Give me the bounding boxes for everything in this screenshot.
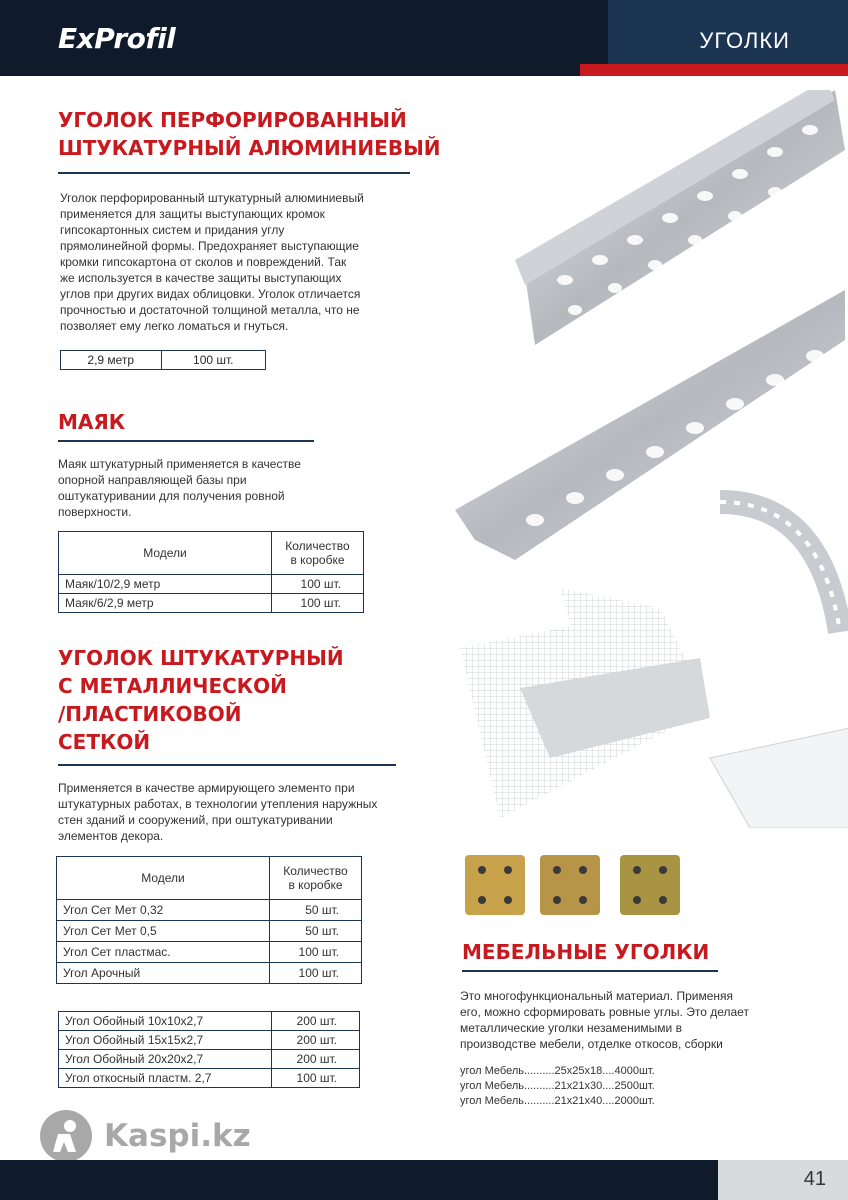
section3-paragraph: Применяется в качестве армирующего элементо при штукатурных работах, в технологии утепления наружных стен зданий и сооружений, при оштукатуривании элементов декора. <box>58 781 378 843</box>
section-title: УГОЛКИ <box>699 28 790 53</box>
section2-table <box>58 531 364 613</box>
table-header-model: Модели <box>59 532 272 575</box>
section3-table <box>56 856 362 984</box>
table-row: Угол Сет пластмас. 100 шт. <box>57 942 362 963</box>
section3-title: УГОЛОК ШТУКАТУРНЫЙ С МЕТАЛЛИЧЕСКОЙ /ПЛАСТИКОВОЙ СЕТКОЙ <box>58 646 344 754</box>
mesh-corner-image <box>460 588 848 828</box>
red-stripe <box>580 64 848 76</box>
table-header-qty: Количество в коробке <box>270 857 362 900</box>
table-row: Маяк/6/2,9 метр 100 шт. <box>59 594 364 613</box>
section4-paragraph: Это многофункциональный материал. Применяя его, можно сформировать ровные углы. Это делает металлические уголки незаменимыми в производстве мебели, отделке откосов, сборки <box>460 989 749 1051</box>
section1-title-line: ШТУКАТУРНЫЙ АЛЮМИНИЕВЫЙ <box>58 136 441 160</box>
section3-rule <box>58 764 396 766</box>
spec-qty: 100 шт. <box>193 353 234 367</box>
section4-title: МЕБЕЛЬНЫЕ УГОЛКИ <box>462 940 710 964</box>
table-row: Угол Обойный 10х10х2,7 200 шт. <box>59 1012 360 1031</box>
list-item: угол Мебель..........25х25х18....4000шт. <box>460 1065 655 1077</box>
section3-table2 <box>58 1011 360 1088</box>
table-row: Угол Арочный 100 шт. <box>57 963 362 984</box>
kaspi-brand-text: Kaspi.kz <box>104 1118 251 1154</box>
list-item: угол Мебель..........21х21х30....2500шт. <box>460 1080 655 1092</box>
table-row: Маяк/10/2,9 метр 100 шт. <box>59 575 364 594</box>
section1-title-line: УГОЛОК ПЕРФОРИРОВАННЫЙ <box>58 108 407 132</box>
section2-rule <box>58 440 314 442</box>
furniture-list <box>460 1064 655 1109</box>
section4-rule <box>462 970 718 972</box>
table-row: Угол Сет Мет 0,32 50 шт. <box>57 900 362 921</box>
kaspi-watermark <box>40 1110 251 1162</box>
furniture-brackets-image <box>460 850 700 920</box>
section1-rule <box>58 172 410 174</box>
kaspi-logo-icon <box>40 1110 92 1162</box>
brand-logo: ExProfil <box>58 22 176 55</box>
table-row: Угол откосный пластм. 2,7 100 шт. <box>59 1069 360 1088</box>
page-number: 41 <box>803 1168 826 1190</box>
table-row: Угол Обойный 15х15х2,7 200 шт. <box>59 1031 360 1050</box>
list-item: угол Мебель..........21х21х40....2000шт. <box>460 1095 655 1107</box>
table-row: Угол Обойный 20х20х2,7 200 шт. <box>59 1050 360 1069</box>
page-number-box <box>718 1160 848 1200</box>
section1-spec-table <box>60 350 266 370</box>
spec-length: 2,9 метр <box>61 351 162 369</box>
section1-paragraph: Уголок перфорированный штукатурный алюминиевый применяется для защиты выступающих кромок гипсокартонных систем и придания углу прямолинейной формы. Предохраняет выступающие кромки гипсокартона от сколов и повреждений. Так же используется в качестве защиты выступающих углов при других видах облицовки. Уголок отличается прочностью и достаточной толщиной металла, что не позволяет ему легко ломаться и гнуться. <box>60 191 364 333</box>
table-row: Угол Сет Мет 0,5 50 шт. <box>57 921 362 942</box>
section1-title <box>58 106 441 162</box>
table-header-qty: Количество в коробке <box>272 532 364 575</box>
section2-title: МАЯК <box>58 410 126 434</box>
table-header-model: Модели <box>57 857 270 900</box>
section2-paragraph: Маяк штукатурный применяется в качестве опорной направляющей базы при оштукатуривании для получения ровной поверхности. <box>58 457 301 519</box>
